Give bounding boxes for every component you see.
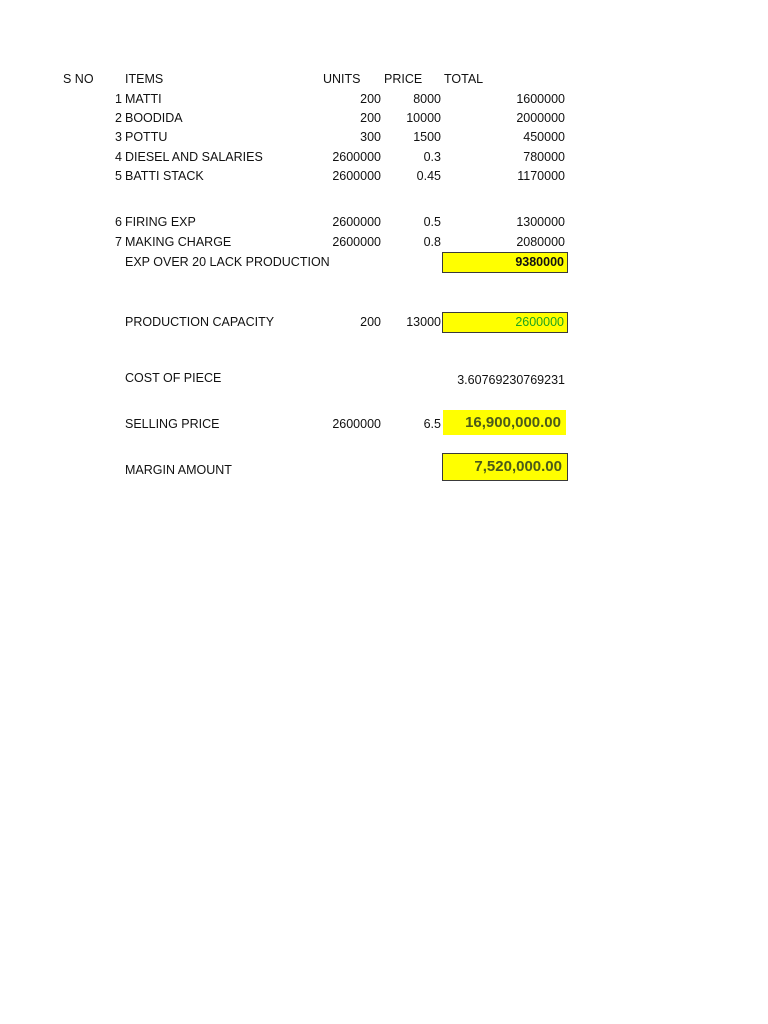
capacity-label: PRODUCTION CAPACITY [125, 315, 275, 329]
margin-total-value: 7,520,000.00 [474, 458, 562, 475]
row-units: 2600000 [332, 235, 381, 249]
row-units: 200 [360, 111, 381, 125]
row-price: 0.5 [423, 215, 441, 229]
row-item: DIESEL AND SALARIES [125, 150, 263, 164]
row-units: 2600000 [332, 169, 381, 183]
row-sno: 1 [115, 92, 122, 106]
selling-price: 6.5 [423, 417, 441, 431]
row-units: 2600000 [332, 215, 381, 229]
header-sno: S NO [63, 72, 94, 86]
row-sno: 5 [115, 169, 122, 183]
margin-total-cell[interactable] [442, 453, 568, 481]
exp-label: EXP OVER 20 LACK PRODUCTION [125, 255, 330, 269]
header-items: ITEMS [125, 72, 164, 86]
row-total: 1170000 [517, 169, 565, 183]
row-price: 0.8 [423, 235, 441, 249]
row-item: MATTI [125, 92, 162, 106]
row-price: 10000 [406, 111, 441, 125]
row-item: MAKING CHARGE [125, 235, 232, 249]
row-sno: 2 [115, 111, 122, 125]
row-sno: 6 [115, 215, 122, 229]
row-price: 8000 [413, 92, 441, 106]
row-total: 1600000 [516, 92, 565, 106]
capacity-total-value: 2600000 [515, 315, 564, 329]
row-total: 2080000 [516, 235, 565, 249]
capacity-units: 200 [360, 315, 381, 329]
capacity-total-cell[interactable] [442, 312, 568, 333]
row-total: 2000000 [516, 111, 565, 125]
row-item: POTTU [125, 130, 168, 144]
row-units: 300 [360, 130, 381, 144]
row-price: 0.3 [423, 150, 441, 164]
row-sno: 4 [115, 150, 122, 164]
row-total: 450000 [523, 130, 565, 144]
row-item: BATTI STACK [125, 169, 204, 183]
exp-total-cell[interactable] [442, 252, 568, 273]
row-sno: 7 [115, 235, 122, 249]
cost-label: COST OF PIECE [125, 371, 222, 385]
row-units: 200 [360, 92, 381, 106]
row-item: FIRING EXP [125, 215, 196, 229]
row-total: 1300000 [516, 215, 565, 229]
margin-label: MARGIN AMOUNT [125, 463, 232, 477]
row-sno: 3 [115, 130, 122, 144]
selling-total-cell[interactable] [443, 410, 566, 435]
selling-total-value: 16,900,000.00 [465, 414, 561, 431]
capacity-price: 13000 [406, 315, 441, 329]
row-units: 2600000 [332, 150, 381, 164]
selling-units: 2600000 [332, 417, 381, 431]
header-price: PRICE [384, 72, 423, 86]
header-units: UNITS [323, 72, 361, 86]
row-item: BOODIDA [125, 111, 183, 125]
header-total: TOTAL [444, 72, 484, 86]
row-price: 0.45 [416, 169, 441, 183]
cost-value: 3.60769230769231 [457, 373, 565, 387]
exp-total-value: 9380000 [515, 255, 564, 269]
selling-label: SELLING PRICE [125, 417, 220, 431]
row-total: 780000 [523, 150, 565, 164]
row-price: 1500 [413, 130, 441, 144]
